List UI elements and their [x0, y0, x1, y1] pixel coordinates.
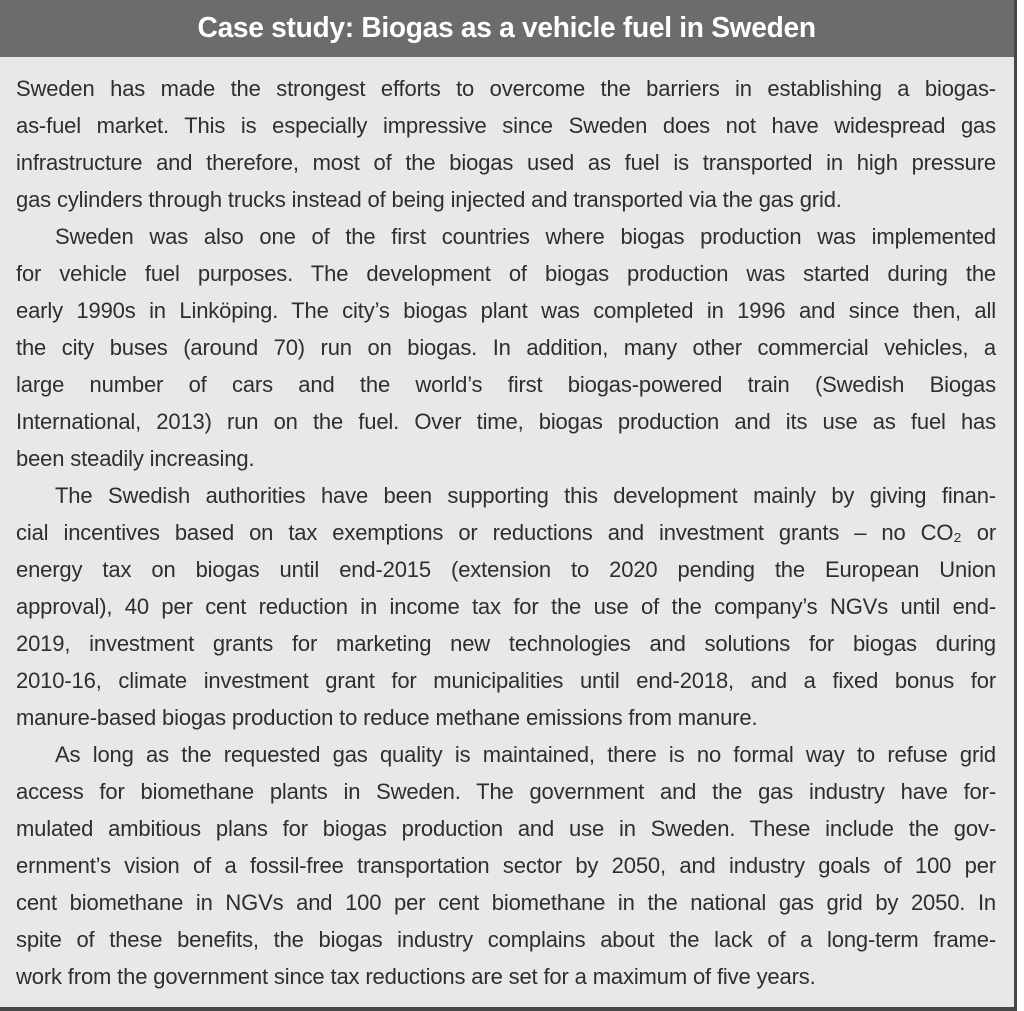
text-line: the city buses (around 70) run on biogas. In addition, many other commercial vehicles, a — [16, 335, 996, 360]
text-line: access for biomethane plants in Sweden. The government and the gas industry have for- — [16, 779, 996, 804]
text-line: infrastructure and therefore, most of the biogas used as fuel is transported in high pressure — [16, 150, 996, 175]
text-line: work from the government since tax reductions are set for a maximum of five years. — [16, 964, 816, 989]
page-title: Case study: Biogas as a vehicle fuel in Sweden — [197, 12, 817, 44]
case-study-body — [0, 57, 1014, 995]
paragraph — [16, 477, 996, 736]
text-line: International, 2013) run on the fuel. Over time, biogas production and its use as fuel has — [16, 409, 996, 434]
text-line: The Swedish authorities have been supporting this development mainly by giving finan- — [55, 483, 996, 508]
text-line: 2019, investment grants for marketing new technologies and solutions for biogas during — [16, 631, 996, 656]
text-line: ernment’s vision of a fossil-free transportation sector by 2050, and industry goals of 100 per — [16, 853, 996, 878]
text-line: Sweden has made the strongest efforts to overcome the barriers in establishing a biogas- — [16, 76, 996, 101]
text-line: approval), 40 per cent reduction in income tax for the use of the company’s NGVs until end- — [16, 594, 996, 619]
text-line: for vehicle fuel purposes. The development of biogas production was started during the — [16, 261, 996, 286]
paragraph — [16, 736, 996, 995]
case-study-header — [0, 0, 1014, 57]
text-line: been steadily increasing. — [16, 446, 255, 471]
text-line: gas cylinders through trucks instead of being injected and transported via the gas grid. — [16, 187, 842, 212]
text-line: mulated ambitious plans for biogas production and use in Sweden. These include the gov- — [16, 816, 996, 841]
text-line: manure-based biogas production to reduce methane emissions from manure. — [16, 705, 758, 730]
paragraph — [16, 218, 996, 477]
text-line: 2010-16, climate investment grant for municipalities until end-2018, and a fixed bonus for — [16, 668, 996, 693]
text-line: large number of cars and the world’s first biogas-powered train (Swedish Biogas — [16, 372, 996, 397]
text-line: cial incentives based on tax exemptions or reductions and investment grants – no CO₂ or — [16, 520, 996, 545]
text-line: as-fuel market. This is especially impressive since Sweden does not have widespread gas — [16, 113, 996, 138]
text-line: cent biomethane in NGVs and 100 per cent biomethane in the national gas grid by 2050. In — [16, 890, 996, 915]
text-line: early 1990s in Linköping. The city’s biogas plant was completed in 1996 and since then, all — [16, 298, 996, 323]
paragraph — [16, 70, 996, 218]
text-line: spite of these benefits, the biogas industry complains about the lack of a long-term frame- — [16, 927, 996, 952]
text-line: energy tax on biogas until end-2015 (extension to 2020 pending the European Union — [16, 557, 996, 582]
text-line: As long as the requested gas quality is maintained, there is no formal way to refuse grid — [55, 742, 996, 767]
text-line: Sweden was also one of the first countries where biogas production was implemented — [55, 224, 996, 249]
